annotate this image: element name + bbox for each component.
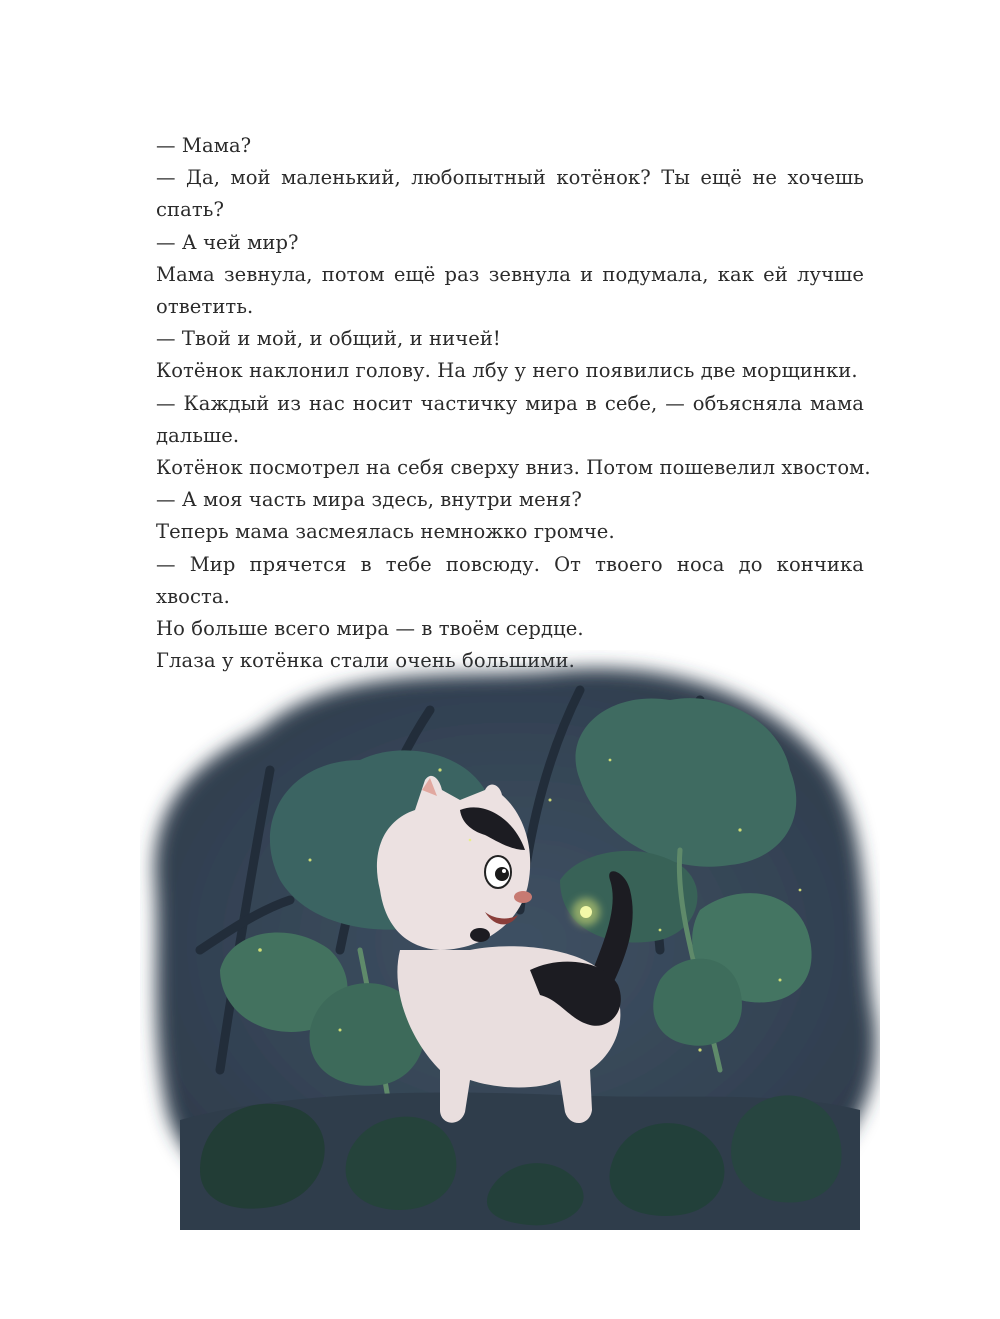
cat-nose bbox=[514, 891, 532, 903]
cat-illustration bbox=[140, 650, 880, 1230]
text-line: спать? bbox=[156, 198, 225, 222]
text-line: Котёнок посмотрел на себя сверху вниз. Потом пошевелил хвостом. bbox=[156, 456, 871, 480]
text-line: — А моя часть мира здесь, внутри меня? bbox=[156, 488, 582, 512]
text-line: Теперь мама засмеялась немножко громче. bbox=[156, 520, 615, 544]
text-line: Глаза у котёнка стали очень большими. bbox=[156, 649, 575, 673]
text-line: — Твой и мой, и общий, и ничей! bbox=[156, 327, 501, 351]
text-line: Котёнок наклонил голову. На лбу у него появились две морщинки. bbox=[156, 359, 858, 383]
text-line: — А чей мир? bbox=[156, 230, 299, 254]
text-line: — Мама? bbox=[156, 134, 252, 157]
cat-in-garden-picture bbox=[140, 650, 880, 1230]
story-text bbox=[156, 130, 871, 677]
text-line: — Мир прячется в тебе повсюду. От твоего носа до кончика хвоста. bbox=[156, 552, 864, 608]
text-line: Но больше всего мира — в твоём сердце. bbox=[156, 617, 584, 641]
text-line: Мама зевнула, потом ещё раз зевнула и подумала, как ей лучше ответить. bbox=[156, 262, 864, 319]
text-line: — Каждый из нас носит частичку мира в себе, — объясняла мама дальше. bbox=[156, 391, 864, 447]
text-line: — Да, мой маленький, любопытный котёнок? Ты ещё не хочешь bbox=[156, 166, 864, 190]
firefly bbox=[572, 898, 600, 926]
